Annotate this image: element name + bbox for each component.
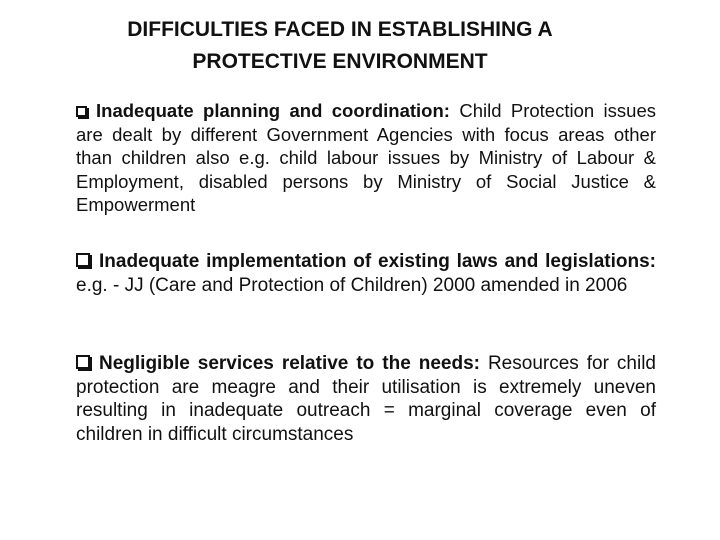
slide-title-line-1: DIFFICULTIES FACED IN ESTABLISHING A	[127, 18, 553, 41]
checkbox-square-icon	[76, 106, 87, 117]
bullet-body: Resources for child protection are meagre and their utilisation is extremely uneven resulting in inadequate outreach = marginal coverage even of children in difficult circumstances	[76, 353, 656, 445]
bullet-lead: Inadequate planning and coordination:	[96, 100, 450, 121]
bullet-body: e.g. - JJ (Care and Protection of Children) 2000 amended in 2006	[76, 274, 628, 296]
bullet-planning-coordination	[76, 99, 656, 217]
checkbox-square-icon	[76, 355, 90, 369]
checkbox-square-icon	[76, 253, 90, 267]
bullet-body: Child Protection issues are dealt by different Government Agencies with focus areas other than children also e.g. child labour issues by Ministry of Labour & Employment, disabled persons by Ministry of Social Justice & Empowerment	[76, 100, 656, 215]
bullet-negligible-services	[76, 352, 656, 446]
bullet-lead: Inadequate implementation of existing laws and legislations:	[99, 251, 656, 272]
bullet-lead: Negligible services relative to the needs:	[99, 353, 480, 374]
slide-title-line-2: PROTECTIVE ENVIRONMENT	[192, 50, 488, 73]
bullet-implementation-laws	[76, 250, 656, 297]
slide-title	[60, 14, 620, 78]
